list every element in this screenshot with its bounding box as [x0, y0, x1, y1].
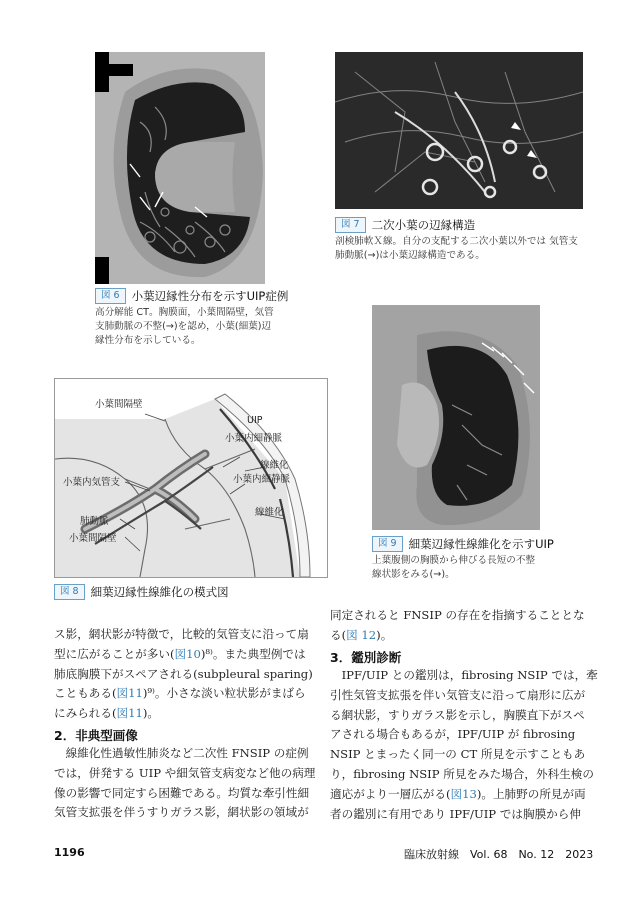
- figure-6-image: [95, 52, 265, 284]
- diagram-label-fibrosis-2: 線維化: [255, 507, 284, 518]
- figure-9-title: 細葉辺縁性線維化を示すUIP: [408, 537, 554, 551]
- figure-6-caption-line: 支肺動脈の不整(→)を認め，小葉(細葉)辺: [95, 321, 272, 332]
- figure-9-caption-head: [372, 536, 554, 552]
- text-line: アされる場合もあるが，IPF/UIP が fibrosing: [330, 727, 576, 742]
- figure-7-caption-line: 肺動脈(→)は小葉辺縁構造である。: [335, 250, 485, 261]
- left-paragraph-2: [54, 744, 326, 823]
- figure-9-caption: [372, 554, 602, 582]
- text-line: 像の影響で同定すら困難である。均質な牽引性細: [54, 785, 310, 800]
- figure-9-image: [372, 305, 540, 530]
- text-line: 型に広がることが多い(図10)⁸⁾。また典型例では: [54, 646, 306, 661]
- section-3-heading: 3．鑑別診断: [330, 650, 402, 665]
- figure-7-caption-line: 剖検肺軟Ｘ線。自分の支配する二次小葉以外では 気管支: [335, 236, 578, 247]
- text-line: 適応がより一層広がる(図13)。上肺野の所見が両: [330, 786, 586, 801]
- figure-7-badge: 図 7: [335, 217, 366, 233]
- text-line: にみられる(図11)。: [54, 706, 159, 721]
- text-line: では，併発する UIP や細気管支病変など他の病理: [54, 765, 316, 780]
- figure-ref-link[interactable]: 図10: [174, 646, 201, 661]
- figure-8-title: 細葉辺縁性線維化の模式図: [90, 585, 229, 599]
- text-line: る網状影，すりガラス影を示し，胸膜直下がスペ: [330, 707, 585, 722]
- right-paragraph-3: [330, 666, 602, 824]
- figure-7-image: [335, 52, 583, 209]
- text-line: 気管支拡張を伴うすりガラス影，網状影の領域が: [54, 805, 309, 820]
- figure-6-caption-line: 縁性分布を示している。: [95, 335, 201, 346]
- figure-6-caption-head: [95, 288, 288, 304]
- diagram-label-uip: UIP: [247, 415, 263, 426]
- section-2-heading: 2．非典型画像: [54, 728, 138, 743]
- figure-6-ct-drawing: [95, 52, 265, 284]
- figure-6-caption: [95, 306, 295, 348]
- text-line: 引性気管支拡張を伴い気管支に沿って扇形に広が: [330, 687, 586, 702]
- figure-ref-link[interactable]: 図11: [116, 686, 143, 701]
- diagram-label-pulmonary-artery: 肺動脈: [80, 516, 109, 527]
- figure-6-badge: 図 6: [95, 288, 126, 304]
- diagram-label-intralobular-vein-1: 小葉内細静脈: [225, 433, 283, 444]
- diagram-label-interlobular-septum-bottom: 小葉間隔壁: [69, 533, 117, 544]
- figure-9-ct-drawing: [372, 305, 540, 530]
- page-number: 1196: [54, 846, 85, 859]
- figure-ref-link[interactable]: 図13: [450, 786, 477, 801]
- figure-8-badge: 図 8: [54, 584, 85, 600]
- figure-7-caption: [335, 235, 610, 263]
- left-paragraph-1: [54, 625, 326, 724]
- figure-9-badge: 図 9: [372, 536, 403, 552]
- text-line: こともある(図11)⁹⁾。小さな淡い粒状影がまばら: [54, 686, 306, 701]
- diagram-label-fibrosis-1: 線維化: [260, 460, 289, 471]
- diagram-label-interlobular-septum-top: 小葉間隔壁: [95, 399, 143, 410]
- text-line: 同定されると FNSIP の存在を指摘することとな: [330, 608, 585, 622]
- figure-ref-link[interactable]: 図11: [116, 706, 143, 721]
- diagram-label-intralobular-vein-2: 小葉内細静脈: [233, 474, 291, 485]
- figure-9-caption-line: 線状影をみる(→)。: [372, 569, 455, 580]
- diagram-label-bronchiole: 小葉内気管支: [63, 477, 121, 488]
- text-line: り，fibrosing NSIP 所見をみた場合，外科生検の: [330, 766, 594, 781]
- figure-8-frame: [54, 378, 328, 578]
- figure-7-title: 二次小葉の辺縁構造: [371, 218, 476, 232]
- figure-ref-link[interactable]: 図 12: [346, 627, 377, 642]
- figure-9-caption-line: 上葉腹側の胸膜から伸びる長短の不整: [372, 555, 536, 566]
- text-line: 肺底胸膜下がスペアされる(subpleural sparing): [54, 666, 313, 681]
- figure-7-caption-head: [335, 217, 475, 233]
- text-line: IPF/UIP との鑑別は，fibrosing NSIP では，牽: [330, 668, 598, 682]
- text-line: ス影，網状影が特徴で，比較的気管支に沿って扇: [54, 627, 309, 641]
- right-paragraph-0: [330, 606, 602, 646]
- figure-8-caption-head: [54, 584, 229, 600]
- text-line: NSIP とまったく同一の CT 所見を示すこともあ: [330, 747, 586, 762]
- text-line: 者の鑑別に有用であり IPF/UIP では胸膜から伸: [330, 806, 581, 821]
- text-line: 線維化性過敏性肺炎など二次性 FNSIP の症例: [54, 746, 309, 760]
- figure-6-title: 小葉辺縁性分布を示すUIP症例: [131, 289, 289, 303]
- figure-8-diagram: [55, 379, 327, 577]
- text-line: る(図 12)。: [330, 627, 393, 642]
- figure-7-xray-drawing: [335, 52, 583, 209]
- figure-6-caption-line: 高分解能 CT。胸膜面，小葉間隔壁，気管: [95, 307, 274, 318]
- journal-info: 臨床放射線 Vol. 68 No. 12 2023: [404, 848, 594, 861]
